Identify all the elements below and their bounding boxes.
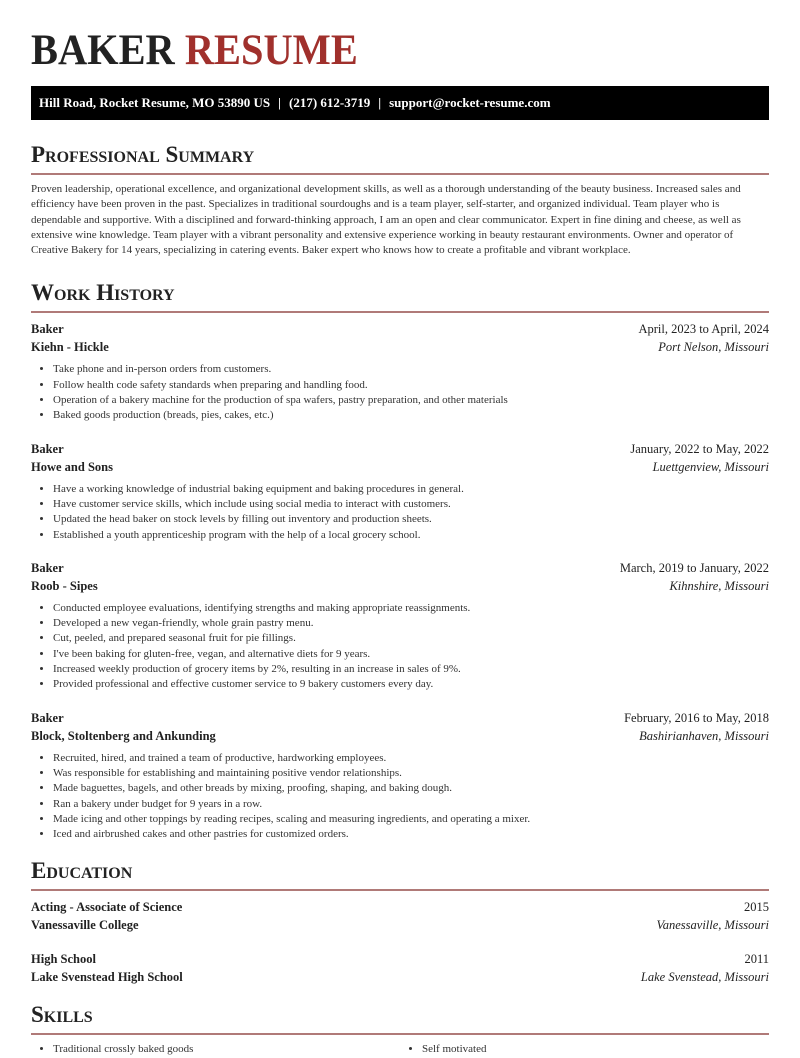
job-location: Bashirianhaven, Missouri: [639, 728, 769, 743]
section-heading: Skills: [31, 1002, 93, 1028]
divider: [31, 1033, 769, 1035]
job-bullet: • Take phone and in-person orders from customers.: [53, 362, 769, 377]
job-bullet: • Ran a bakery under budget for 9 years in a row.: [53, 797, 769, 812]
education-entry: [31, 898, 769, 934]
job-bullet: • Have a working knowledge of industrial baking equipment and baking procedures in general.: [53, 482, 769, 497]
job-bullet: • Was responsible for establishing and maintaining positive vendor relationships.: [53, 766, 769, 781]
job-bullet: • Increased weekly production of grocery items by 2%, resulting in an increase in sales of 9%.: [53, 662, 769, 677]
job-bullet: • Developed a new vegan-friendly, whole grain pastry menu.: [53, 616, 769, 631]
school: Vanessaville College: [31, 918, 139, 933]
job-location: Kihnshire, Missouri: [669, 578, 769, 593]
separator: |: [278, 95, 281, 110]
job-bullet: • Provided professional and effective customer service to 9 bakery customers every day.: [53, 677, 769, 692]
job-location: Luettgenview, Missouri: [652, 459, 769, 474]
email[interactable]: support@rocket-resume.com: [389, 95, 551, 110]
job-title: Baker: [31, 322, 64, 337]
job-dates: February, 2016 to May, 2018: [624, 710, 769, 725]
summary-text: Proven leadership, operational excellence, and organizational development skills, as well as a thorough understanding of the beauty business. Increased sales and efficiency have been proven in the past. Specializes in traditional sourdoughs and is a team player, self-starter, and organized individual. Team player who is dependable and supportive. With a disciplined and forward-thinking approach, I am an open and clear communicator. Expert in fine dining and cheese, as well as extensive wine knowledge. Team player with a vibrant personality and extensive experience working in beauty restaurant environments. Owner and operator of Creative Bakery for 14 years, specializing in catering events. Baker expert who knows how to create a profitable and vibrant workplace.: [31, 183, 741, 257]
section-heading: Work History: [31, 280, 175, 306]
job-title: Baker: [31, 441, 64, 456]
edu-location: Lake Svenstead, Missouri: [640, 970, 769, 985]
job-entry: [31, 320, 769, 423]
job-location: Port Nelson, Missouri: [658, 340, 769, 355]
edu-year: 2015: [744, 900, 769, 915]
job-bullet: • Updated the head baker on stock levels by filling out inventory and production sheets.: [53, 512, 769, 527]
section-work-history: [31, 280, 769, 842]
job-bullet: • Established a youth apprenticeship program with the help of a local grocery school.: [53, 528, 769, 543]
job-bullet: • Iced and airbrushed cakes and other pastries for customized orders.: [53, 827, 769, 842]
resume-title: [31, 28, 725, 74]
job-dates: January, 2022 to May, 2022: [630, 441, 769, 456]
job-bullet: • Made baguettes, bagels, and other breads by mixing, proofing, shaping, and baking dough.: [53, 781, 769, 796]
section-heading: Professional Summary: [31, 142, 255, 167]
job-bullet: • Recruited, hired, and trained a team of productive, hardworking employees.: [53, 751, 769, 766]
degree: Acting - Associate of Science: [31, 900, 183, 915]
company: Roob - Sipes: [31, 578, 98, 593]
separator: |: [378, 95, 382, 110]
job-bullet: • I've been baking for gluten-free, vegan, and alternative diets for 9 years.: [53, 647, 769, 662]
job-title: Baker: [31, 560, 64, 575]
job-title: Baker: [31, 710, 64, 725]
edu-year: 2011: [744, 952, 769, 967]
section-summary: [31, 142, 769, 258]
company: Kiehn - Hickle: [31, 340, 109, 355]
job-entry: [31, 709, 769, 843]
skill-item: • Traditional crossly baked goods: [53, 1042, 400, 1057]
job-bullet: • Follow health code safety standards when preparing and handling food.: [53, 378, 769, 393]
phone: (217) 612-3719: [288, 95, 371, 110]
job-bullet: • Conducted employee evaluations, identifying strengths and making appropriate reassignments.: [53, 601, 769, 616]
section-heading: Education: [31, 858, 133, 884]
job-bullet: • Baked goods production (breads, pies, cakes, etc.): [53, 408, 769, 423]
job-dates: April, 2023 to April, 2024: [638, 322, 769, 337]
job-bullet: • Operation of a bakery machine for the production of spa wafers, pastry preparation, and other materials: [53, 393, 769, 408]
education-entry: [31, 950, 769, 986]
address: Hill Road, Rocket Resume, MO 53890 US: [39, 95, 271, 110]
job-entry: [31, 440, 769, 543]
divider: [31, 311, 769, 313]
title-second: RESUME: [184, 27, 358, 74]
divider: [31, 889, 769, 891]
job-bullet: • Cut, peeled, and prepared seasonal fruit for pie fillings.: [53, 631, 769, 646]
company: Howe and Sons: [31, 459, 113, 474]
edu-location: Vanessaville, Missouri: [656, 918, 769, 933]
section-education: [31, 858, 769, 986]
skill-item: • Self motivated: [422, 1042, 769, 1057]
divider: [31, 173, 769, 175]
skills-list: [31, 1042, 769, 1057]
title-first: BAKER: [31, 27, 175, 74]
job-bullet: • Made icing and other toppings by reading recipes, scaling and measuring ingredients, and operating a mixer.: [53, 812, 769, 827]
job-dates: March, 2019 to January, 2022: [619, 560, 769, 575]
section-skills: [31, 1002, 769, 1057]
contact-bar: [31, 86, 769, 120]
company: Block, Stoltenberg and Ankunding: [31, 728, 216, 743]
job-entry: [31, 559, 769, 693]
job-bullet: • Have customer service skills, which include using social media to interact with customers.: [53, 497, 769, 512]
school: Lake Svenstead High School: [31, 970, 183, 985]
degree: High School: [31, 952, 96, 967]
